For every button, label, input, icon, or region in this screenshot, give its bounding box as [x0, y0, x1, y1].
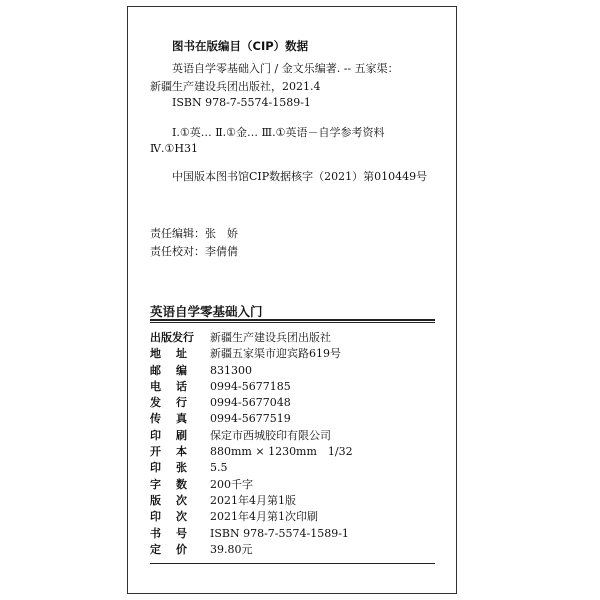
- staff-editor-label: 责任编辑：: [150, 227, 205, 240]
- cip-line-title: 英语自学零基础入门 / 金文乐编著. -- 五家渠：: [172, 62, 399, 75]
- info-label-b: 价: [176, 542, 187, 556]
- info-label-b: 刷: [176, 428, 187, 442]
- staff-editor-value: 张 娇: [205, 227, 238, 240]
- cip-line-record-number: 中国版本图书馆CIP数据核字（2021）第010449号: [172, 170, 428, 183]
- info-label-b: 数: [176, 477, 187, 491]
- info-label-a: 地: [150, 347, 161, 361]
- info-value: 880mm × 1230mm 1/32: [210, 445, 353, 459]
- cip-line-classification: Ⅳ.①H31: [150, 142, 198, 155]
- info-label-a: 电: [150, 379, 161, 393]
- info-label-a: 发: [150, 396, 161, 410]
- info-label-b: 次: [176, 510, 187, 524]
- info-label-b: 编: [176, 363, 187, 377]
- cip-line-publisher: 新疆生产建设兵团出版社，2021.4: [150, 80, 321, 93]
- info-label-a: 印: [150, 461, 161, 475]
- info-label-b: 话: [176, 379, 187, 393]
- info-label-b: 次: [176, 493, 187, 507]
- info-label-b: 张: [176, 461, 187, 475]
- cip-line-subjects: Ⅰ.①英… Ⅱ.①金… Ⅲ.①英语－自学参考资料: [172, 126, 385, 139]
- info-label-b: 址: [176, 347, 187, 361]
- info-label-a: 邮: [150, 363, 161, 377]
- info-label-a: 印: [150, 510, 161, 524]
- info-value: 保定市西城胶印有限公司: [210, 428, 331, 442]
- info-label-b: 本: [176, 445, 187, 459]
- staff-proofreader: [150, 243, 238, 259]
- title-rule-top: [150, 319, 435, 321]
- info-label-a: 印: [150, 428, 161, 442]
- info-value: 新疆五家渠市迎宾路619号: [210, 347, 341, 361]
- book-title: 英语自学零基础入门: [150, 304, 263, 319]
- cip-line-isbn: ISBN 978-7-5574-1589-1: [172, 96, 311, 109]
- info-label-a: 字: [150, 477, 161, 491]
- info-label-a: 传: [150, 412, 161, 426]
- info-label-b: 行: [176, 396, 187, 410]
- info-value: 5.5: [210, 461, 228, 475]
- info-label-a: 开: [150, 445, 161, 459]
- info-label-a: 定: [150, 542, 161, 556]
- staff-editor: [150, 225, 238, 241]
- info-value: 200千字: [210, 477, 253, 491]
- info-value: 831300: [210, 363, 252, 377]
- title-rule-bottom: [150, 322, 435, 323]
- info-bottom-rule: [150, 563, 435, 564]
- info-label-b: 号: [176, 526, 187, 540]
- info-value: 0994-5677048: [210, 396, 291, 410]
- info-label-b: 真: [176, 412, 187, 426]
- staff-proofreader-value: 李倩倩: [205, 245, 238, 258]
- info-value: 39.80元: [210, 542, 253, 556]
- staff-proofreader-label: 责任校对：: [150, 245, 205, 258]
- info-label-a: 版: [150, 493, 161, 507]
- info-label: 出版发行: [150, 331, 194, 344]
- info-value: 0994-5677185: [210, 379, 291, 393]
- info-value: 2021年4月第1版: [210, 493, 296, 507]
- info-value: 新疆生产建设兵团出版社: [210, 331, 331, 344]
- info-value: ISBN 978-7-5574-1589-1: [210, 526, 349, 540]
- info-value: 2021年4月第1次印刷: [210, 510, 318, 524]
- cip-heading: 图书在版编目（CIP）数据: [172, 39, 309, 53]
- info-value: 0994-5677519: [210, 412, 291, 426]
- info-label-a: 书: [150, 526, 161, 540]
